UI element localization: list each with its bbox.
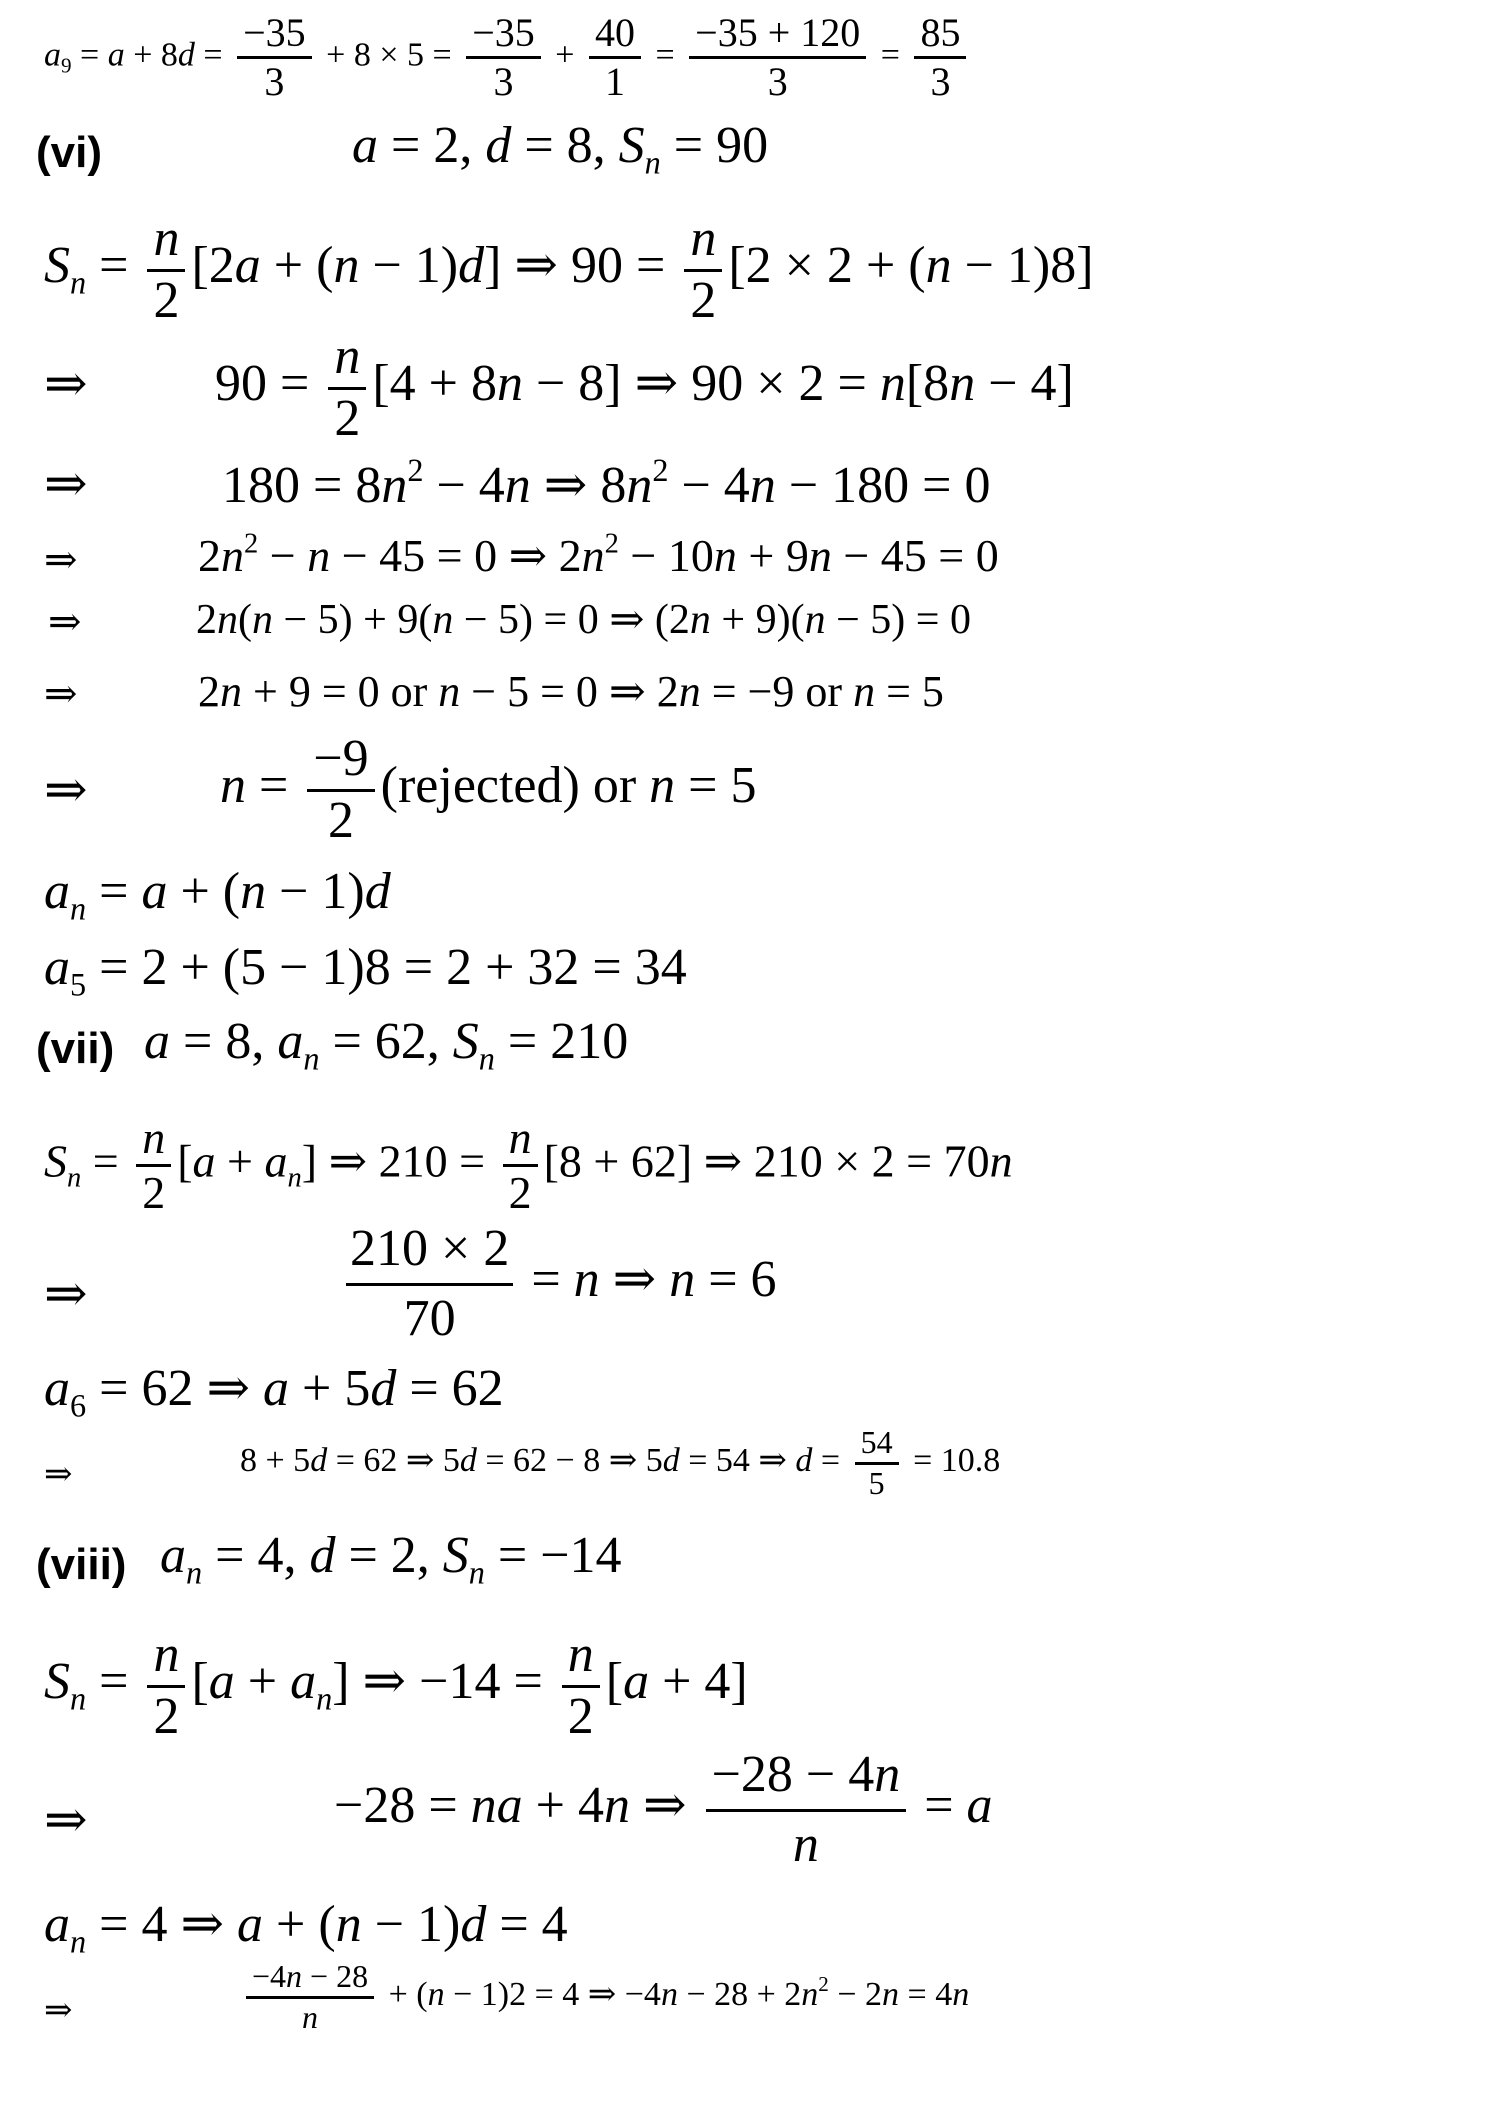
equation-vi-step5: 2n(n − 5) + 9(n − 5) = 0 ⇒ (2n + 9)(n − 5) = 0 [196, 597, 971, 643]
equation-vii-step4: 8 + 5d = 62 ⇒ 5d = 62 − 8 ⇒ 5d = 54 ⇒ d = $\frac{54}{5}$ = 10.8 [240, 1424, 1001, 1501]
implies-icon: ⇒ [44, 456, 88, 513]
equation-vii-step2: $\frac{210 \times 2}{70}$ = n ⇒ n = 6 [340, 1222, 777, 1346]
equation-vi-a5: $a_5 = 2 + (5 - 1)8 = 2 + 32 = 34$ [44, 939, 687, 1003]
equation-vii-sum-formula: $S_n$ = $\frac{n}{2}$ $[a + a_n]$ ⇒ 210 = $\frac{n}{2}$ [8 + 62] ⇒ 210 × 2 = 70n [44, 1112, 1013, 1219]
implies-icon: ⇒ [44, 1992, 73, 2029]
implies-icon: ⇒ [44, 537, 78, 582]
equation-viii-step2: −28 = na + 4n ⇒ $\frac{-28 - 4n}{n}$ = a [334, 1746, 993, 1873]
equation-viii-an: $a_n = 4$ ⇒ a + (n − 1)d = 4 [44, 1896, 568, 1960]
equation-vi-step3: $180 = 8n^2 - 4n$ ⇒ $8n^2 - 4n - 180 = 0$ [222, 452, 991, 514]
implies-icon: ⇒ [44, 762, 88, 819]
part-label-vi: (vi) [36, 128, 102, 177]
given-viii: $a_n = 4$, d = 2, $S_n = -14$ [160, 1527, 622, 1591]
equation-vi-step7: n = $\frac{-9}{2}$ (rejected) or n = 5 [220, 730, 757, 849]
part-label-viii: (viii) [36, 1540, 127, 1589]
implies-icon: ⇒ [48, 599, 82, 644]
implies-icon: ⇒ [44, 671, 78, 716]
implies-icon: ⇒ [44, 356, 88, 413]
equation-vi-step2: 90 = $\frac{n}{2}$ [4 + 8n − 8] ⇒ 90 × 2 = n[8n − 4] [215, 328, 1074, 447]
equation-vii-a6: $a_6 = 62$ ⇒ a + 5d = 62 [44, 1360, 504, 1424]
equation-vi-step4: $2n^2 - n - 45 = 0$ ⇒ $2n^2 - 10n + 9n - 45 = 0$ [198, 528, 999, 581]
given-vi: a = 2, d = 8, $S_n = 90$ [352, 117, 769, 181]
implies-icon: ⇒ [44, 1266, 88, 1323]
implies-icon: ⇒ [44, 1792, 88, 1849]
equation-vi-sum-formula: $S_n$ = $\frac{n}{2}$ [2a + (n − 1)d] ⇒ 90 = $\frac{n}{2}$ [2 × 2 + (n − 1)8] [44, 210, 1094, 329]
equation-vi-step6: 2n + 9 = 0 or n − 5 = 0 ⇒ 2n = −9 or n = 5 [198, 667, 944, 716]
part-label-vii: (vii) [36, 1024, 115, 1073]
equation-viii-sum-formula: $S_n$ = $\frac{n}{2}$ $[a + a_n]$ ⇒ −14 = $\frac{n}{2}$ [a + 4] [44, 1626, 748, 1745]
equation-a9: $a_9 = a + 8d$ = $\frac{-35}{3}$ + 8 × 5 = $\frac{-35}{3}$ + $\frac{40}{1}$ = $\frac{-35 + 120}{3}$ = $\frac{85}{3}$ [44, 12, 972, 103]
implies-icon: ⇒ [44, 1456, 73, 1493]
given-vii: a = 8, $a_n = 62$, $S_n = 210$ [144, 1013, 629, 1077]
equation-vi-an-formula: $a_n = a + (n - 1)d$ [44, 863, 391, 927]
equation-viii-step4: $\frac{-4n - 28}{n}$ + (n − 1)2 = 4 ⇒ $-4n - 28 + 2n^2 - 2n = 4n$ [240, 1960, 969, 2034]
